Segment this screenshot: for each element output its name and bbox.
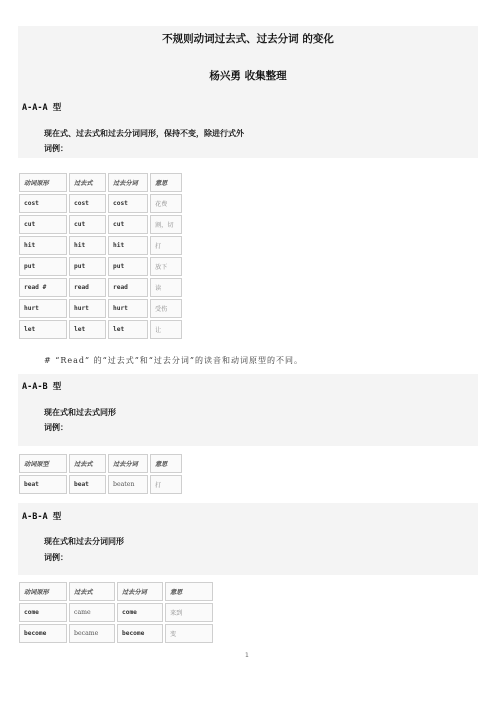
base-form-cell: become bbox=[19, 624, 67, 643]
meaning-cell: 割，切 bbox=[150, 215, 182, 234]
read-pronunciation-note: # “Read” 的“过去式”和“过去分词”的读音和动词原型的不同。 bbox=[44, 356, 303, 365]
header-cell: 过去分词 bbox=[108, 173, 148, 192]
section-2-heading: A-A-B 型 bbox=[22, 382, 62, 392]
participle-cell: cut bbox=[108, 215, 148, 234]
aaa-table bbox=[17, 171, 184, 341]
past-cell: cost bbox=[69, 194, 106, 213]
meaning-cell: 放下 bbox=[150, 257, 182, 276]
table-row bbox=[19, 603, 213, 622]
header-cell: 过去式 bbox=[69, 582, 115, 601]
base-form-cell: come bbox=[19, 603, 67, 622]
section-1-example-label: 词例： bbox=[44, 144, 68, 153]
base-form-cell: cost bbox=[19, 194, 67, 213]
base-form-cell: let bbox=[19, 320, 67, 339]
participle-cell: become bbox=[117, 624, 163, 643]
section-3-heading: A-B-A 型 bbox=[22, 512, 62, 522]
table-row bbox=[19, 257, 182, 276]
table-row bbox=[19, 624, 213, 643]
meaning-cell: 读 bbox=[150, 278, 182, 297]
table-header-row bbox=[19, 454, 182, 473]
table-row bbox=[19, 299, 182, 318]
base-form-cell: hurt bbox=[19, 299, 67, 318]
meaning-cell: 让 bbox=[150, 320, 182, 339]
table-row bbox=[19, 475, 182, 494]
past-cell: read bbox=[69, 278, 106, 297]
participle-cell: cost bbox=[108, 194, 148, 213]
past-cell: beat bbox=[69, 475, 106, 494]
past-cell: let bbox=[69, 320, 106, 339]
meaning-cell: 打 bbox=[150, 236, 182, 255]
table-row bbox=[19, 215, 182, 234]
header-cell: 过去分词 bbox=[117, 582, 163, 601]
base-form-cell: beat bbox=[19, 475, 67, 494]
participle-cell: come bbox=[117, 603, 163, 622]
page-title: 不规则动词过去式、过去分词 的变化 bbox=[162, 33, 334, 45]
header-cell: 过去分词 bbox=[108, 454, 148, 473]
base-form-cell: cut bbox=[19, 215, 67, 234]
participle-cell: beaten bbox=[108, 475, 148, 494]
past-cell: became bbox=[69, 624, 115, 643]
participle-cell: hit bbox=[108, 236, 148, 255]
header-cell: 意思 bbox=[150, 454, 182, 473]
section-3-description: 现在式和过去分词同形 bbox=[44, 537, 124, 546]
table-row bbox=[19, 278, 182, 297]
meaning-cell: 来到 bbox=[165, 603, 213, 622]
meaning-cell: 变 bbox=[165, 624, 213, 643]
section-2-example-label: 词例： bbox=[44, 423, 68, 432]
header-cell: 动词原形 bbox=[19, 582, 67, 601]
past-cell: came bbox=[69, 603, 115, 622]
base-form-cell: hit bbox=[19, 236, 67, 255]
page-number: 1 bbox=[245, 652, 249, 659]
table-row bbox=[19, 236, 182, 255]
aab-table bbox=[17, 452, 184, 496]
header-cell: 过去式 bbox=[69, 454, 106, 473]
participle-cell: put bbox=[108, 257, 148, 276]
header-cell: 过去式 bbox=[69, 173, 106, 192]
meaning-cell: 打 bbox=[150, 475, 182, 494]
meaning-cell: 花费 bbox=[150, 194, 182, 213]
table-header-row bbox=[19, 582, 213, 601]
header-cell: 意思 bbox=[165, 582, 213, 601]
participle-cell: hurt bbox=[108, 299, 148, 318]
past-cell: hit bbox=[69, 236, 106, 255]
past-cell: put bbox=[69, 257, 106, 276]
participle-cell: let bbox=[108, 320, 148, 339]
base-form-cell: read # bbox=[19, 278, 67, 297]
author-line: 杨兴勇 收集整理 bbox=[209, 70, 287, 82]
header-cell: 意思 bbox=[150, 173, 182, 192]
meaning-cell: 受伤 bbox=[150, 299, 182, 318]
base-form-cell: put bbox=[19, 257, 67, 276]
header-cell: 动词原形 bbox=[19, 173, 67, 192]
section-1-band bbox=[18, 96, 478, 158]
section-3-example-label: 词例： bbox=[44, 553, 68, 562]
table-header-row bbox=[19, 173, 182, 192]
header-cell: 动词原型 bbox=[19, 454, 67, 473]
past-cell: hurt bbox=[69, 299, 106, 318]
table-row bbox=[19, 320, 182, 339]
section-1-heading: A-A-A 型 bbox=[22, 103, 62, 113]
table-row bbox=[19, 194, 182, 213]
participle-cell: read bbox=[108, 278, 148, 297]
section-1-description: 现在式、过去式和过去分词同形，保持不变，除进行式外 bbox=[44, 129, 244, 138]
section-2-description: 现在式和过去式同形 bbox=[44, 408, 116, 417]
past-cell: cut bbox=[69, 215, 106, 234]
aba-table bbox=[17, 580, 215, 645]
